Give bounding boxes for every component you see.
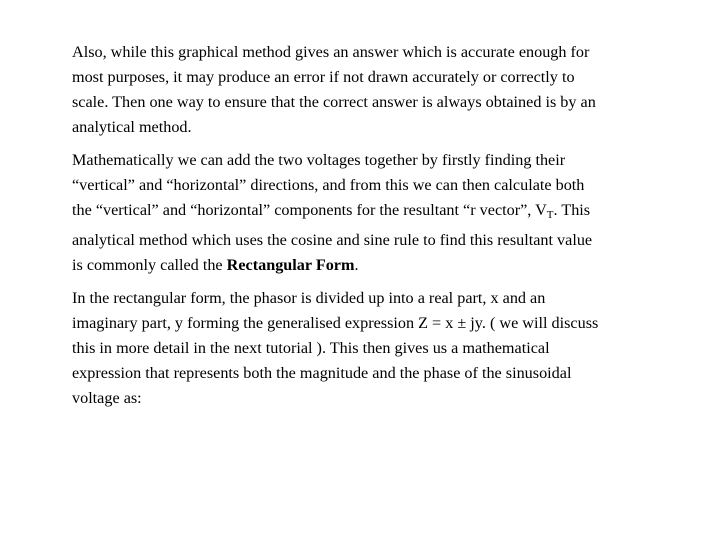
paragraph-graphical-method: [72, 40, 672, 140]
text-line: expression that represents both the magnitude and the phase of the sinusoidal: [72, 364, 572, 382]
text-line: most purposes, it may produce an error if not drawn accurately or correctly to: [72, 68, 575, 86]
text-line: Mathematically we can add the two voltages together by firstly finding their: [72, 151, 566, 169]
text-line: scale. Then one way to ensure that the correct answer is always obtained is by an: [72, 93, 596, 111]
bold-term-rectangular-form: Rectangular Form: [226, 256, 355, 274]
text-line: this in more detail in the next tutorial ). This then gives us a mathematical: [72, 339, 550, 357]
text-line: “vertical” and “horizontal” directions, and from this we can then calculate both: [72, 176, 585, 194]
text-segment: .: [354, 256, 359, 274]
paragraph-mathematically: [72, 148, 672, 278]
text-line: imaginary part, y forming the generalised expression Z = x ± jy. ( we will discuss: [72, 314, 599, 332]
text-line: voltage as:: [72, 389, 142, 407]
text-line-rectangular-form: [72, 253, 672, 278]
paragraph-rectangular-form: [72, 286, 672, 411]
body-text: [72, 40, 672, 419]
subscript-t: T: [546, 209, 554, 221]
text-line: analytical method which uses the cosine and sine rule to find this resultant value: [72, 231, 593, 249]
text-line: Also, while this graphical method gives an answer which is accurate enough for: [72, 43, 590, 61]
text-segment: the “vertical” and “horizontal” components for the resultant “r vector”, V: [72, 201, 547, 219]
text-segment: . This: [553, 201, 591, 219]
text-line: analytical method.: [72, 118, 192, 136]
text-segment: is commonly called the: [72, 256, 227, 274]
text-line-resultant: [72, 198, 672, 228]
text-line: In the rectangular form, the phasor is divided up into a real part, x and an: [72, 289, 546, 307]
